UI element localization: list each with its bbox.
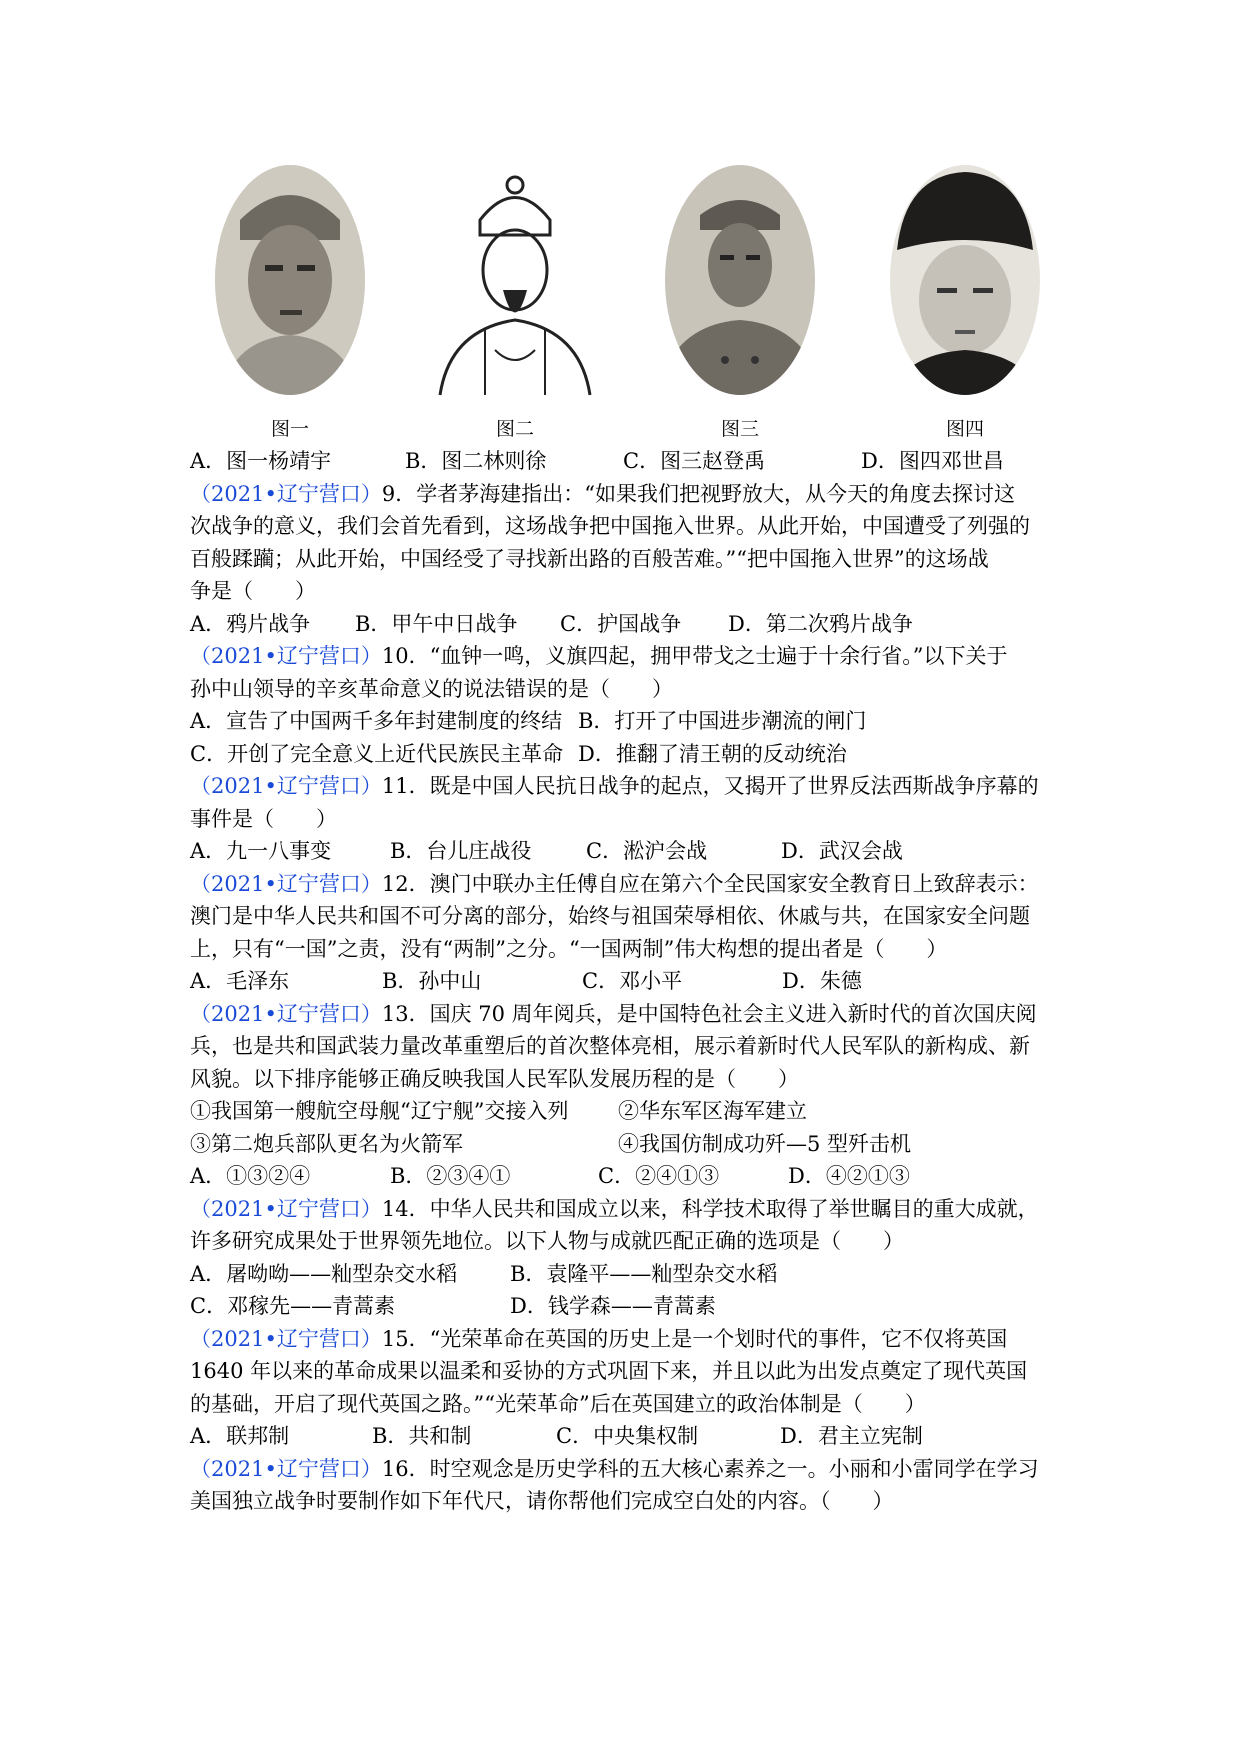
option: D．图四邓世昌 bbox=[861, 449, 1004, 473]
question-text: 16．时空观念是历史学科的五大核心素养之一。小丽和小雷同学在学习 bbox=[381, 1456, 1039, 1481]
option: D．推翻了清王朝的反动统治 bbox=[578, 741, 847, 766]
figure-2 bbox=[425, 160, 605, 441]
question-text-line bbox=[190, 933, 1070, 966]
question-text: 11．既是中国人民抗日战争的起点，又揭开了世界反法西斯战争序幕的 bbox=[381, 774, 1039, 798]
option: A．毛泽东 bbox=[190, 969, 290, 993]
question-text-line bbox=[190, 478, 1070, 511]
option: B．打开了中国进步潮流的闸门 bbox=[578, 709, 867, 733]
question-text: 澳门是中华人民共和国不可分离的部分，始终与祖国荣辱相依、休戚与共，在国家安全问题 bbox=[190, 904, 1030, 928]
option-row bbox=[190, 1290, 1070, 1323]
question-text-line bbox=[190, 673, 1070, 706]
question-text: 事件是（ ） bbox=[190, 806, 337, 831]
option: D．君主立宪制 bbox=[780, 1424, 923, 1448]
option: C．开创了完全意义上近代民族民主革命 bbox=[190, 741, 564, 766]
option: C．中央集权制 bbox=[556, 1424, 699, 1448]
figure-1 bbox=[200, 160, 380, 441]
questions-container bbox=[190, 478, 1070, 1518]
option: D．第二次鸦片战争 bbox=[728, 611, 913, 636]
option: B．②③④① bbox=[390, 1164, 511, 1188]
figure-caption: 图四 bbox=[945, 418, 984, 440]
question-text-line bbox=[190, 868, 1070, 901]
option: ②华东军区海军建立 bbox=[618, 1099, 807, 1123]
question-text: 孙中山领导的辛亥革命意义的说法错误的是（ ） bbox=[190, 676, 673, 701]
question-text: 14．中华人民共和国成立以来，科学技术取得了举世瞩目的重大成就， bbox=[381, 1196, 1039, 1221]
option-row bbox=[190, 1095, 1070, 1128]
option-row bbox=[190, 1128, 1070, 1161]
question-text-line bbox=[190, 1485, 1070, 1518]
question-text: 争是（ ） bbox=[190, 579, 316, 603]
question-text: 9．学者茅海建指出：“如果我们把视野放大，从今天的角度去探讨这 bbox=[381, 481, 1015, 506]
source-tag: （2021•辽宁营口） bbox=[190, 1456, 382, 1481]
option-row bbox=[190, 835, 1070, 868]
option: A．九一八事变 bbox=[190, 839, 332, 863]
option: A．①③②④ bbox=[190, 1164, 311, 1188]
option-row bbox=[190, 965, 1070, 998]
source-tag: （2021•辽宁营口） bbox=[190, 1196, 382, 1221]
option: A．宣告了中国两千多年封建制度的终结 bbox=[190, 709, 563, 733]
option: ①我国第一艘航空母舰“辽宁舰”交接入列 bbox=[190, 1099, 569, 1123]
portrait-figures bbox=[200, 160, 1080, 460]
question-text: 百般蹂躏；从此开始，中国经受了寻找新出路的百般苦难。”“把中国拖入世界”的这场战 bbox=[190, 546, 989, 571]
question-text-line bbox=[190, 640, 1070, 673]
option: D．钱学森——青蒿素 bbox=[510, 1294, 716, 1318]
option: B．袁隆平——籼型杂交水稻 bbox=[510, 1261, 778, 1286]
question-text-line bbox=[190, 543, 1070, 576]
question-text-line bbox=[190, 1355, 1070, 1388]
question-text: 12．澳门中联办主任傅自应在第六个全民国家安全教育日上致辞表示： bbox=[381, 871, 1039, 896]
figure-caption: 图二 bbox=[495, 418, 534, 440]
option: C．护国战争 bbox=[560, 611, 682, 636]
question-block bbox=[190, 1323, 1070, 1453]
portrait-qing-hat-icon bbox=[875, 160, 1055, 400]
option: A．联邦制 bbox=[190, 1424, 290, 1448]
question-text: 许多研究成果处于世界领先地位。以下人物与成就匹配正确的选项是（ ） bbox=[190, 1229, 904, 1253]
question-text-line bbox=[190, 998, 1070, 1031]
question-block bbox=[190, 998, 1070, 1193]
source-tag: （2021•辽宁营口） bbox=[190, 481, 382, 506]
question-text-line bbox=[190, 900, 1070, 933]
question-block bbox=[190, 1453, 1070, 1518]
question-text-line bbox=[190, 770, 1070, 803]
source-tag: （2021•辽宁营口） bbox=[190, 644, 382, 668]
question-text-line bbox=[190, 1225, 1070, 1258]
question-block bbox=[190, 868, 1070, 998]
question-text: 10．“血钟一鸣，义旗四起，拥甲带戈之士遍于十余行省。”以下关于 bbox=[381, 644, 1008, 668]
question-text-line bbox=[190, 510, 1070, 543]
question-text: 13．国庆 70 周年阅兵，是中国特色社会主义进入新时代的首次国庆阅 bbox=[381, 1001, 1037, 1026]
question-text-line bbox=[190, 1193, 1070, 1226]
question-text-line bbox=[190, 1323, 1070, 1356]
portrait-soldier-cap-icon bbox=[200, 160, 380, 400]
question-block bbox=[190, 1193, 1070, 1323]
option: B．图二林则徐 bbox=[405, 449, 547, 473]
question-text-line bbox=[190, 1063, 1070, 1096]
option-row bbox=[190, 705, 1070, 738]
question-list bbox=[190, 445, 1070, 1518]
figure-caption: 图三 bbox=[720, 418, 759, 440]
option: ③第二炮兵部队更名为火箭军 bbox=[190, 1131, 463, 1156]
question-text: 上，只有“一国”之责，没有“两制”之分。“一国两制”伟大构想的提出者是（ ） bbox=[190, 936, 948, 961]
question-text-line bbox=[190, 1388, 1070, 1421]
option: A．屠呦呦——籼型杂交水稻 bbox=[190, 1261, 458, 1286]
option: D．朱德 bbox=[782, 969, 862, 993]
option: B．甲午中日战争 bbox=[355, 611, 518, 636]
source-tag: （2021•辽宁营口） bbox=[190, 1326, 382, 1351]
question-text-line bbox=[190, 1453, 1070, 1486]
option: B．台儿庄战役 bbox=[390, 839, 532, 863]
question-text: 15．“光荣革命在英国的历史上是一个划时代的事件，它不仅将英国 bbox=[381, 1326, 1008, 1351]
question-text: 1640 年以来的革命成果以温柔和妥协的方式巩固下来，并且以此为出发点奠定了现代英国 bbox=[190, 1359, 1028, 1383]
figure-3 bbox=[650, 160, 830, 441]
option: A．鸦片战争 bbox=[190, 611, 311, 636]
question-text-line bbox=[190, 803, 1070, 836]
q8-options bbox=[190, 445, 1070, 478]
option: C．邓小平 bbox=[582, 969, 683, 993]
portrait-qing-official-drawing-icon bbox=[425, 160, 605, 400]
question-block bbox=[190, 770, 1070, 868]
option: C．邓稼先——青蒿素 bbox=[190, 1294, 396, 1318]
question-text: 次战争的意义，我们会首先看到，这场战争把中国拖入世界。从此开始，中国遭受了列强的 bbox=[190, 514, 1030, 538]
question-text-line bbox=[190, 1030, 1070, 1063]
option-row bbox=[190, 1160, 1070, 1193]
question-text-line bbox=[190, 575, 1070, 608]
question-text: 美国独立战争时要制作如下年代尺，请你帮他们完成空白处的内容。（ ） bbox=[190, 1489, 894, 1513]
option: D．④②①③ bbox=[788, 1164, 910, 1188]
option-row bbox=[190, 608, 1070, 641]
option-row bbox=[190, 1258, 1070, 1291]
option: C．淞沪会战 bbox=[586, 839, 708, 863]
question-block bbox=[190, 640, 1070, 770]
option: B．共和制 bbox=[372, 1424, 472, 1448]
option: C．图三赵登禹 bbox=[623, 449, 766, 473]
option: A．图一杨靖宇 bbox=[190, 449, 332, 473]
option: ④我国仿制成功歼—5 型歼击机 bbox=[618, 1131, 912, 1156]
portrait-officer-uniform-icon bbox=[650, 160, 830, 400]
option-row bbox=[190, 1420, 1070, 1453]
question-text: 兵，也是共和国武装力量改革重塑后的首次整体亮相，展示着新时代人民军队的新构成、新 bbox=[190, 1034, 1030, 1058]
option: D．武汉会战 bbox=[781, 839, 903, 863]
source-tag: （2021•辽宁营口） bbox=[190, 1001, 382, 1026]
source-tag: （2021•辽宁营口） bbox=[190, 774, 382, 798]
figure-caption: 图一 bbox=[270, 418, 309, 440]
question-text: 风貌。以下排序能够正确反映我国人民军队发展历程的是（ ） bbox=[190, 1066, 799, 1091]
option: B．孙中山 bbox=[382, 969, 482, 993]
option: C．②④①③ bbox=[598, 1164, 720, 1188]
option-row bbox=[190, 738, 1070, 771]
question-text: 的基础，开启了现代英国之路。”“光荣革命”后在英国建立的政治体制是（ ） bbox=[190, 1391, 926, 1416]
source-tag: （2021•辽宁营口） bbox=[190, 871, 382, 896]
question-block bbox=[190, 478, 1070, 641]
figure-4 bbox=[875, 160, 1055, 441]
